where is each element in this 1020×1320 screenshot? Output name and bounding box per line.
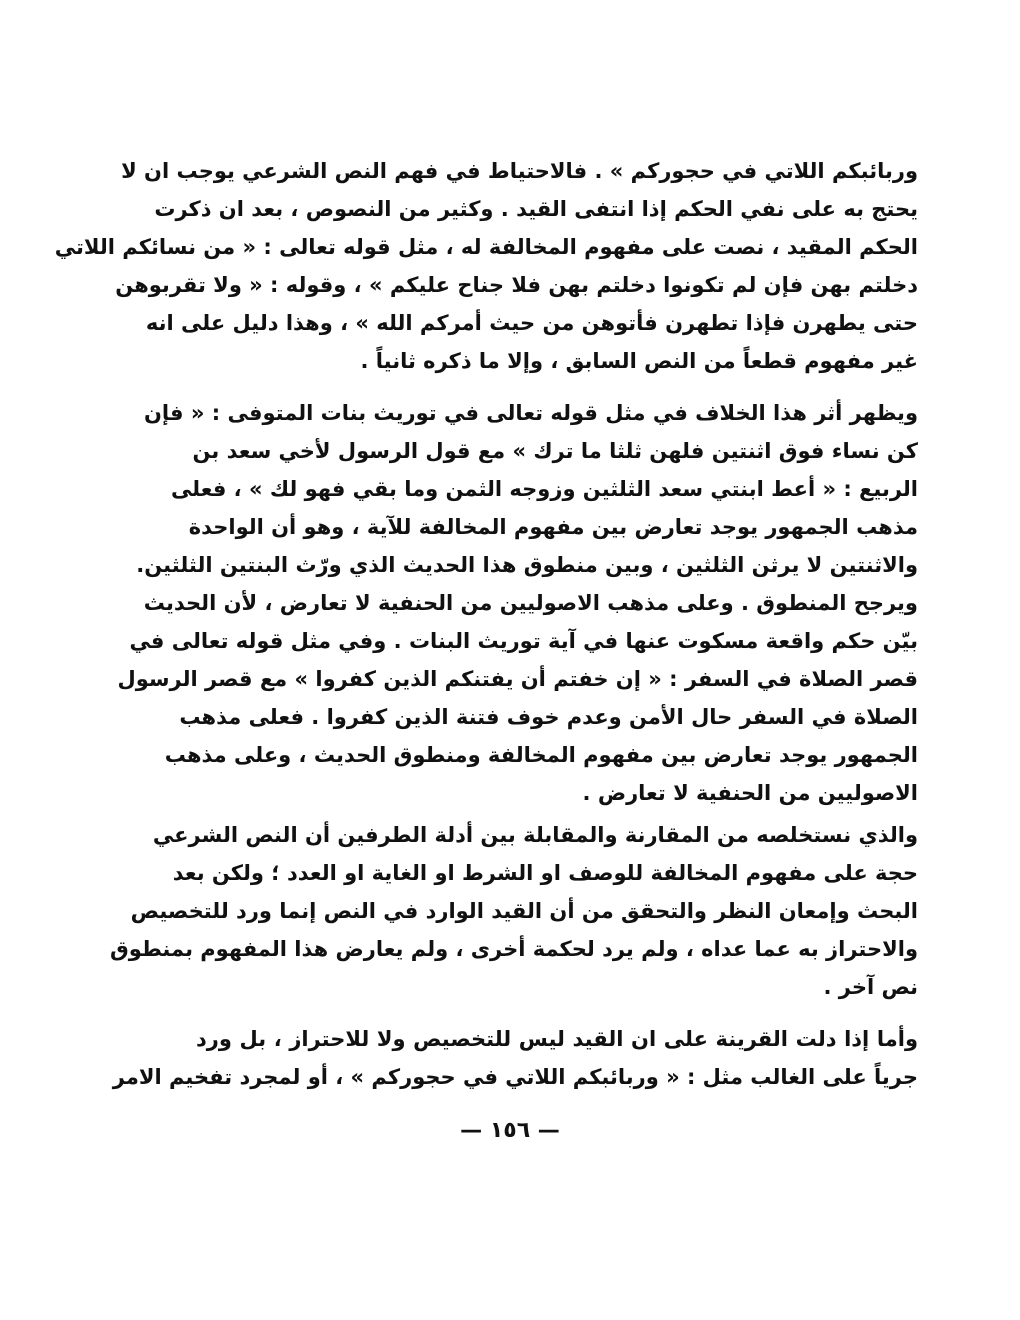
paragraph-line: والاحتراز به عما عداه ، ولم يرد لحكمة أخرى ، ولم يعارض هذا المفهوم بمنطوق	[110, 937, 918, 961]
paragraph-line: نص آخر .	[823, 975, 918, 999]
paragraph-line: الحكم المقيد ، نصت على مفهوم المخالفة له ، مثل قوله تعالى : « من نسائكم اللاتي	[54, 235, 918, 259]
paragraph-line: وربائبكم اللاتي في حجوركم » . فالاحتياط في فهم النص الشرعي يوجب ان لا	[121, 159, 918, 183]
paragraph-line: البحث وإمعان النظر والتحقق من أن القيد الوارد في النص إنما ورد للتخصيص	[130, 899, 918, 923]
paragraph-line: دخلتم بهن فإن لم تكونوا دخلتم بهن فلا جناح عليكم » ، وقوله : « ولا تقربوهن	[115, 273, 918, 297]
paragraph-line: ويظهر أثر هذا الخلاف في مثل قوله تعالى في توريث بنات المتوفى : « فإن	[144, 401, 918, 425]
paragraph-line: غير مفهوم قطعاً من النص السابق ، وإلا ما ذكره ثانياً .	[360, 349, 918, 373]
paragraph-line: كن نساء فوق اثنتين فلهن ثلثا ما ترك » مع قول الرسول لأخي سعد بن	[192, 439, 918, 463]
paragraph-line: الربيع : « أعط ابنتي سعد الثلثين وزوجه الثمن وما بقي فهو لك » ، فعلى	[170, 477, 918, 501]
paragraph-line: يحتج به على نفي الحكم إذا انتفى القيد . وكثير من النصوص ، بعد ان ذكرت	[154, 197, 918, 221]
page-number: — ١٥٦ —	[460, 1118, 560, 1143]
paragraph-line: جرياً على الغالب مثل : « وربائبكم اللاتي في حجوركم » ، أو لمجرد تفخيم الامر	[112, 1065, 918, 1089]
paragraph-line: حتى يطهرن فإذا تطهرن فأتوهن من حيث أمركم الله » ، وهذا دليل على انه	[145, 311, 918, 335]
paragraph-line: الجمهور يوجد تعارض بين مفهوم المخالفة ومنطوق الحديث ، وعلى مذهب	[164, 743, 918, 767]
paragraph-line: حجة على مفهوم المخالفة للوصف او الشرط او الغاية او العدد ؛ ولكن بعد	[172, 861, 918, 885]
paragraph-line: وأما إذا دلت القرينة على ان القيد ليس للتخصيص ولا للاحتراز ، بل ورد	[196, 1027, 918, 1051]
paragraph-line: والاثنتين لا يرثن الثلثين ، وبين منطوق هذا الحديث الذي ورّث البنتين الثلثين.	[136, 553, 918, 577]
paragraph-line: الصلاة في السفر حال الأمن وعدم خوف فتنة الذين كفروا . فعلى مذهب	[179, 705, 918, 729]
paragraph-1	[54, 152, 918, 380]
paragraph-2	[117, 394, 918, 812]
paragraph-line: بيّن حكم واقعة مسكوت عنها في آية توريث البنات . وفي مثل قوله تعالى في	[129, 629, 918, 653]
paragraph-line: مذهب الجمهور يوجد تعارض بين مفهوم المخالفة للآية ، وهو أن الواحدة	[188, 515, 918, 539]
paragraph-3	[110, 816, 918, 1006]
paragraph-line: الاصوليين من الحنفية لا تعارض .	[582, 781, 918, 805]
paragraph-line: ويرجح المنطوق . وعلى مذهب الاصوليين من الحنفية لا تعارض ، لأن الحديث	[143, 591, 918, 615]
paragraph-4	[112, 1020, 918, 1096]
paragraph-line: والذي نستخلصه من المقارنة والمقابلة بين أدلة الطرفين أن النص الشرعي	[152, 823, 918, 847]
paragraph-line: قصر الصلاة في السفر : « إن خفتم أن يفتنكم الذين كفروا » مع قصر الرسول	[117, 667, 918, 691]
